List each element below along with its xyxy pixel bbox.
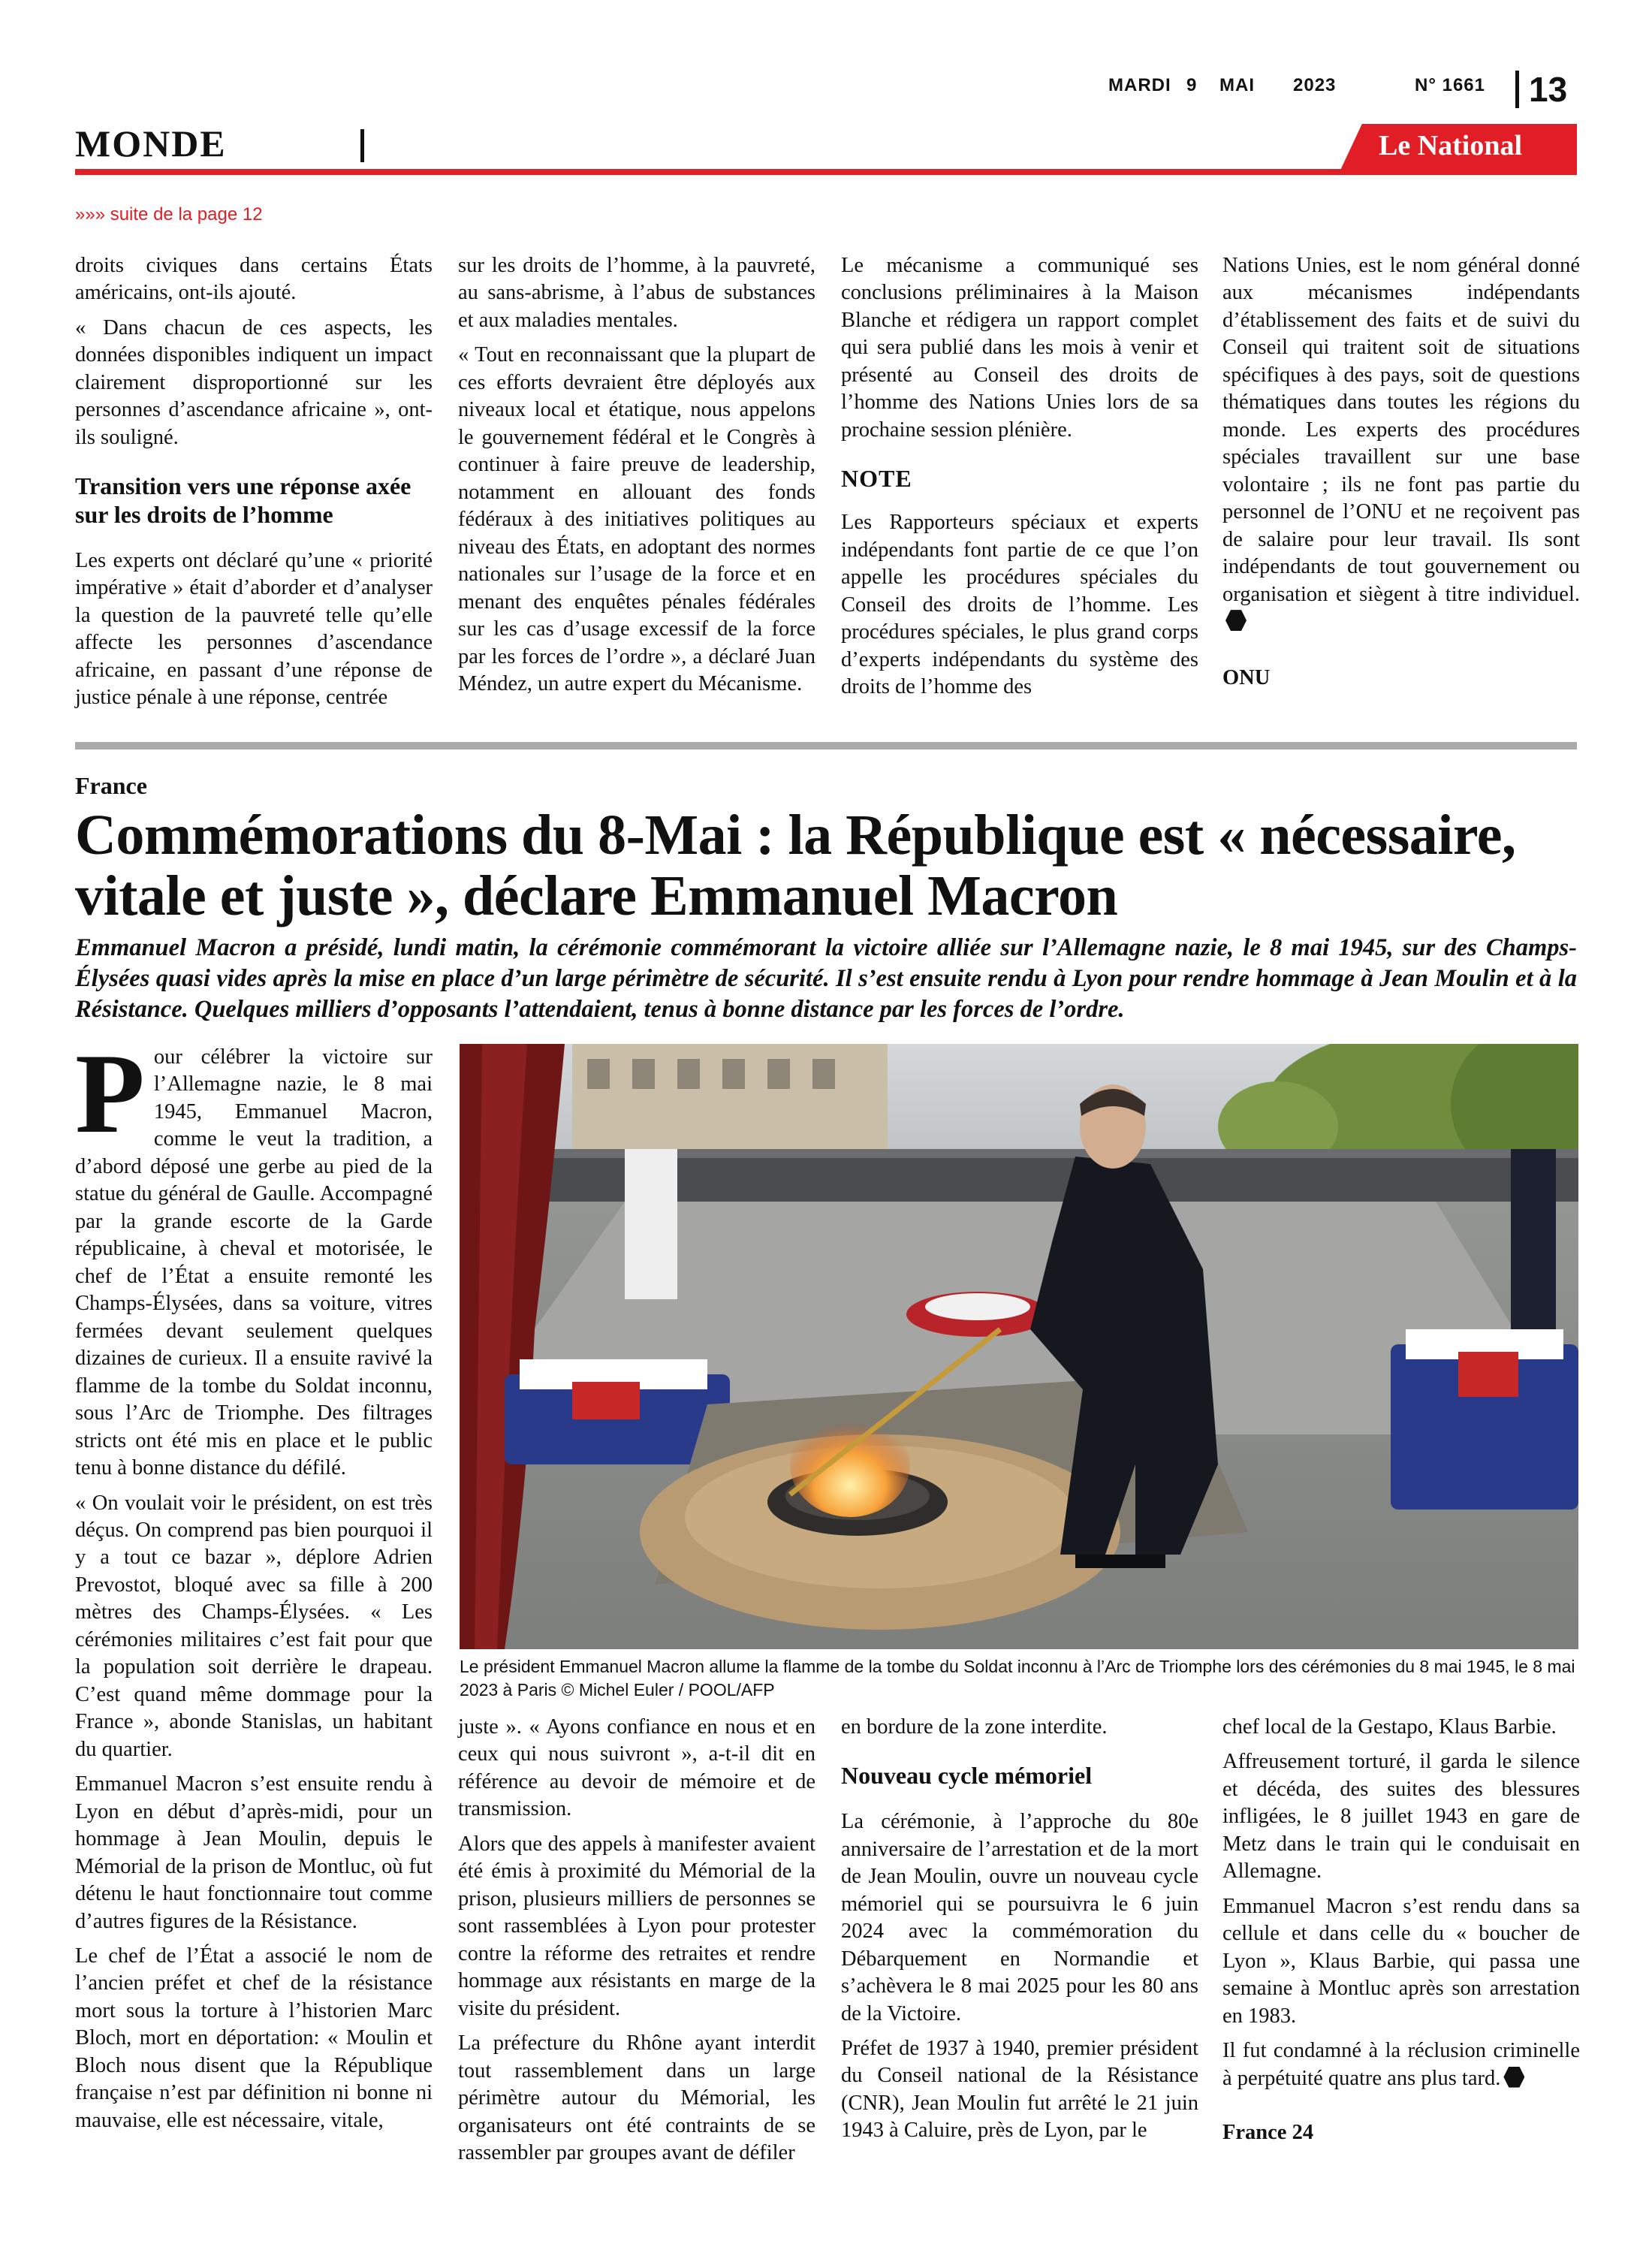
paragraph-text: our célébrer la victoire sur l’Allemagne nazie, le 8 mai 1945, Emmanuel Macron, comme le veut la tradition, a d’abord déposé une gerbe au pied de la statue du général de Gaulle. Accompagné par la grande escorte de la Garde républicaine, à cheval et motorisée, le chef de l’État a ensuite remonté les Champs-Élysées, dans sa voiture, vitres fermées devant seulement quelques dizaines de curieux. Il a ensuite ravivé la flamme de la tombe du Soldat inconnu, sous l’Arc de Triomphe. Des filtrages stricts ont été mis en place et le public tenu à bonne distance du défilé. bbox=[75, 1045, 433, 1480]
header-year: 2023 bbox=[1293, 75, 1337, 95]
article-column-1 bbox=[75, 1030, 433, 2142]
header-month: MAI bbox=[1219, 75, 1255, 95]
paragraph: Le chef de l’État a associé le nom de l’ancien préfet et chef de la résistance mort sous la torture à l’historien Marc Bloch, mort en déportation: « Moulin et Bloch nous disent que la République française n’est par définition ni bonne ni mauvaise, elle est nécessaire, vitale, bbox=[75, 1944, 433, 2132]
paragraph: chef local de la Gestapo, Klaus Barbie. bbox=[1222, 1715, 1557, 1739]
ceremony-photo-illustration bbox=[460, 1044, 1578, 1649]
photo-caption: Le président Emmanuel Macron allume la flamme de la tombe du Soldat inconnu à l’Arc de Triomphe lors des cérémonies du 8 mai 1945, le 8 mai 2023 à Paris © Michel Euler / POOL/AFP bbox=[460, 1657, 1575, 1700]
subheading: Nouveau cycle mémoriel bbox=[841, 1762, 1093, 1790]
paragraph: sur les droits de l’homme, à la pauvreté, au sans-abrisme, à l’abus de substances et aux maladies mentales. bbox=[458, 254, 815, 332]
article-kicker: France bbox=[75, 772, 147, 799]
paragraph: « On voulait voir le président, on est très déçus. On comprend pas bien pourquoi il y a tout ce bazar », déplore Adrien Prevostot, bloqué avec sa fille à 200 mètres des Champs-Élysées. « Les cérémonies militaires c’est fait pour que la population soit derrière le drapeau. C’est quand même dommage pour la France », abonde Stanislas, un habitant du quartier. bbox=[75, 1491, 433, 1761]
top-column-2 bbox=[458, 252, 815, 706]
paragraph-text: Il fut condamné à la réclusion criminelle à perpétuité quatre ans plus tard. bbox=[1222, 2039, 1580, 2090]
paragraph: Les Rapporteurs spéciaux et experts indépendants font partie de ce que l’on appelle les procédures spéciales du Conseil des droits de l’homme. Les procédures spéciales, le plus grand corps d’experts indépendants du système des droits de l’homme des bbox=[841, 511, 1198, 699]
paragraph: en bordure de la zone interdite. bbox=[841, 1715, 1108, 1739]
header-day: MARDI bbox=[1108, 75, 1171, 95]
article-photo bbox=[460, 1044, 1578, 1649]
top-column-1 bbox=[75, 252, 433, 719]
paragraph-text: Nations Unies, est le nom général donné aux mécanismes indépendants d’établissement des faits et de suivi du Conseil qui traitent soit de situations spécifiques à des pays, soit de questions thématiques dans toutes les régions du monde. Les experts des procédures spéciales travaillent sur une base volontaire ; ils ne font pas partie du personnel de l’ONU et ne reçoivent pas de salaire pour leur travail. Ils sont indépendants de tout gouvernement ou organisation et siègent à titre individuel. bbox=[1222, 254, 1580, 606]
paragraph bbox=[1222, 252, 1580, 636]
paragraph: Emmanuel Macron s’est rendu dans sa cellule et dans celle du « boucher de Lyon », Klaus Barbie, qui passa une semaine à Montluc après son arrestation en 1983. bbox=[1222, 1894, 1580, 2028]
article-title: Commémorations du 8-Mai : la République est « nécessaire, vitale et juste », déclare Emmanuel Macron bbox=[75, 804, 1516, 928]
paragraph: La préfecture du Rhône ayant interdit tout rassemblement dans un large périmètre autour du Mémorial, les organisateurs ont été contraints de se rassembler par groupes avant de défiler bbox=[458, 2031, 815, 2165]
brand-name: Le National bbox=[1379, 130, 1523, 161]
paragraph: La cérémonie, à l’approche du 80e anniversaire de l’arrestation et de la mort de Jean Moulin, ouvre un nouveau cycle mémoriel qui se poursuivra le 6 juin 2024 avec la commémoration du Débarquement en Normandie et s’achèvera le 8 mai 2025 pour les 80 ans de la Victoire. bbox=[841, 1810, 1198, 2025]
top-column-3 bbox=[841, 252, 1198, 709]
drop-cap: P bbox=[75, 1030, 145, 1157]
paragraph: « Dans chacun de ces aspects, les données disponibles indiquent un impact clairement disproportionné sur les personnes d’ascendance africaine », ont-ils souligné. bbox=[75, 315, 433, 449]
header-issue-number: N° 1661 bbox=[1415, 75, 1485, 95]
paragraph bbox=[1222, 2037, 1580, 2092]
note-heading: NOTE bbox=[841, 465, 912, 493]
paragraph: Alors que des appels à manifester avaient été émis à proximité du Mémorial de la prison, plusieurs milliers de personnes se sont rassemblées à Lyon pour protester contre la réforme des retraites et rendre hommage aux résistants en marge de la visite du président. bbox=[458, 1832, 815, 2020]
article-separator bbox=[75, 742, 1577, 749]
section-divider bbox=[360, 129, 364, 162]
top-column-4 bbox=[1222, 252, 1580, 692]
article-column-3 bbox=[841, 1714, 1198, 2152]
paragraph: juste ». « Ayons confiance en nous et en ceux qui nous suivront », a-t-il dit en référence au devoir de mémoire et de transmission. bbox=[458, 1715, 815, 1821]
paragraph: Les experts ont déclaré qu’une « priorité impérative » était d’aborder et d’analyser la question de la pauvreté telle qu’elle affecte les personnes d’ascendance africaine, en passant d’une réponse de justice pénale à une réponse, centrée bbox=[75, 548, 433, 710]
paragraph: Emmanuel Macron s’est ensuite rendu à Lyon en début d’après-midi, pour un hommage à Jean Moulin, depuis le Mémorial de la prison de Montluc, où fut détenu le haut fonctionnaire tout comme d’autres figures de la Résistance. bbox=[75, 1772, 433, 1933]
continued-from-label: »»» suite de la page 12 bbox=[75, 204, 263, 225]
paragraph: « Tout en reconnaissant que la plupart de ces efforts devraient être déployés aux niveaux local et étatique, nous appelons le gouvernement fédéral et le Congrès à continuer à faire preuve de leadership, notamment en allouant des fonds fédéraux à des initiatives politiques au niveau des États, en adoptant des normes nationales sur l’usage de la force et en menant des enquêtes pénales fédérales sur les cas d’usage excessif de la force par les forces de l’ordre », a déclaré Juan Méndez, un autre expert du Mécanisme. bbox=[458, 343, 815, 696]
section-title: MONDE bbox=[75, 122, 227, 164]
paragraph: droits civiques dans certains États américains, ont-ils ajouté. bbox=[75, 254, 433, 305]
paragraph: Le mécanisme a communiqué ses conclusions préliminaires à la Maison Blanche et rédigera un rapport complet qui sera publié dans les mois à venir et présenté au Conseil des droits de l’homme des Nations Unies lors de sa prochaine session plénière. bbox=[841, 254, 1198, 442]
article-column-4 bbox=[1222, 1714, 1580, 2147]
article-lead: Emmanuel Macron a présidé, lundi matin, la cérémonie commémorant la victoire alliée sur l’Allemagne nazie, le 8 mai 1945, sur des Champs-Élysées quasi vides après la mise en place d’un large périmètre de sécurité. Il s’est ensuite rendu à Lyon pour rendre hommage à Jean Moulin et à la Résistance. Quelques milliers d’opposants l’attendaient, tenus à bonne distance par les forces de l’ordre. bbox=[75, 934, 1577, 1023]
subheading: Transition vers une réponse axée sur les droits de l’homme bbox=[75, 472, 411, 529]
end-mark-icon bbox=[1225, 610, 1247, 631]
article-column-2 bbox=[458, 1714, 815, 2175]
header-divider bbox=[1515, 71, 1519, 108]
header-date-number: 9 bbox=[1186, 75, 1198, 95]
paragraph bbox=[75, 1030, 433, 1482]
page-number: 13 bbox=[1529, 70, 1568, 109]
paragraph: Préfet de 1937 à 1940, premier président du Conseil national de la Résistance (CNR), Jean Moulin fut arrêté le 21 juin 1943 à Caluire, près de Lyon, par le bbox=[841, 2036, 1198, 2143]
source-credit: ONU bbox=[1222, 665, 1271, 689]
end-mark-icon bbox=[1503, 2067, 1524, 2088]
source-credit: France 24 bbox=[1222, 2121, 1314, 2145]
paragraph: Affreusement torturé, il garda le silence et décéda, des suites des blessures infligées, le 8 juillet 1943 en gare de Metz dans le train qui le conduisait en Allemagne. bbox=[1222, 1750, 1580, 1884]
